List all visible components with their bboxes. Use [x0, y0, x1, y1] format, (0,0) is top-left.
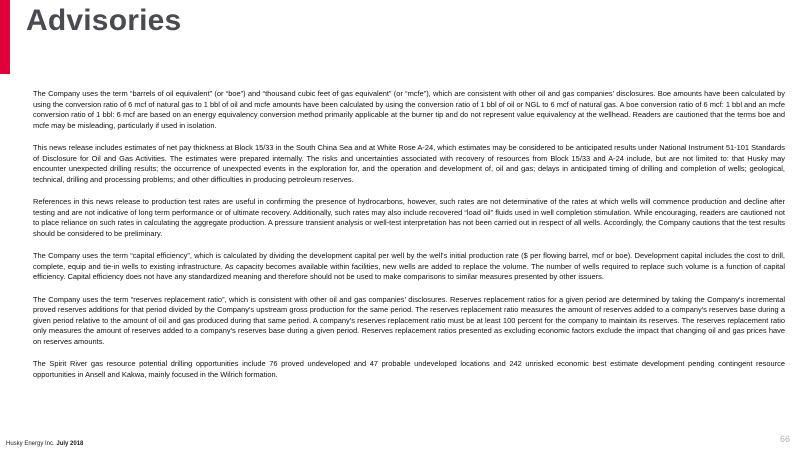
paragraph-spirit-river: The Spirit River gas resource potential drilling opportunities include 76 proved undeveloped and 47 probable undeveloped locations and 242 unrisked economic best estimate development pending contingent resource opportunities in Ansell and Kakwa, mainly focused in the Wilrich formation. [33, 359, 785, 379]
advisories-body [33, 89, 785, 392]
page-number: 66 [779, 434, 790, 444]
paragraph-boe-mcfe: The Company uses the term “barrels of oil equivalent” (or “boe”) and “thousand cubic feet of gas equivalent” (or “mcfe”), which are consistent with other oil and gas companies’ disclosures. Boe amounts have been calculated by using the conversion ratio of 6 mcf of natural gas to 1 bbl of oil and mcfe amounts have been calculated by using the conversion ratio of 1 bbl of oil or NGL to 6 mcf of natural gas. A boe conversion ratio of 6 mcf: 1 bbl and an mcfe conversion ratio of 1 bbl: 6 mcf are based on an energy equivalency conversion method primarily applicable at the burner tip and do not represent value equivalency at the wellhead. Readers are cautioned that the terms boe and mcfe may be misleading, particularly if used in isolation. [33, 89, 785, 130]
paragraph-capital-efficiency: The Company uses the term “capital efficiency”, which is calculated by dividing the development capital per well by the well's initial production rate ($ per flowing barrel, mcf or boe). Development capital includes the cost to drill, complete, equip and tie-in wells to existing infrastructure. As capacity becomes available within facilities, new wells are added to replace the volume. The number of wells required to replace such volume is a function of capital efficiency. Capital efficiency does not have any standardized meaning and therefore should not be used to make comparisons to similar measures presented by other issuers. [33, 251, 785, 281]
title-accent-bar [0, 0, 10, 74]
paragraph-reserves-replacement-ratio: The Company uses the term “reserves replacement ratio”, which is consistent with other oil and gas companies’ disclosures. Reserves replacement ratios for a given period are determined by taking the Company's incremental proved reserves additions for that period divided by the Company's upstream gross production for the same period. The reserves replacement ratio measures the amount of reserves added to a company's reserves base during a given period relative to the amount of oil and gas produced during that same period. A company's reserves replacement ratio must be at least 100 percent for the company to maintain its reserves. The reserves replacement ratio only measures the amount of reserves added to a company's reserves base during a given period. Reserves replacement ratios presented as excluding economic factors exclude the impact that changing oil and gas prices have on reserves amounts. [33, 294, 785, 346]
footer [6, 440, 83, 448]
paragraph-production-test-rates: References in this news release to production test rates are useful in confirming the presence of hydrocarbons, however, such rates are not determinative of the rates at which wells will commence production and decline after testing and are not indicative of long term performance or of ultimate recovery. Additionally, such rates may also include recovered “load oil” fluids used in well completion stimulation. While encouraging, readers are cautioned not to place reliance on such rates in calculating the aggregate production. A pressure transient analysis or well-test interpretation has not been carried out in respect of all wells. Accordingly, the Company cautions that the test results should be considered to be preliminary. [33, 197, 785, 238]
paragraph-net-pay-estimates: This news release includes estimates of net pay thickness at Block 15/33 in the South China Sea and at White Rose A-24, which estimates may be considered to be anticipated results under National Instrument 51-101 Standards of Disclosure for Oil and Gas Activities. The estimates were prepared internally. The risks and uncertainties associated with recovery of resources from Block 15/33 and A-24 include, but are not limited to: that Husky may encounter unexpected drilling results; the occurrence of unexpected events in the exploration for, and the operation and development of, oil and gas; delays in anticipated timing of drilling and completion of wells; geological, technical, drilling and processing problems; and other difficulties in producing petroleum reserves. [33, 143, 785, 184]
footer-company: Husky Energy Inc. [6, 441, 55, 447]
page-title: Advisories [26, 4, 182, 37]
footer-date: July 2018 [56, 441, 84, 447]
